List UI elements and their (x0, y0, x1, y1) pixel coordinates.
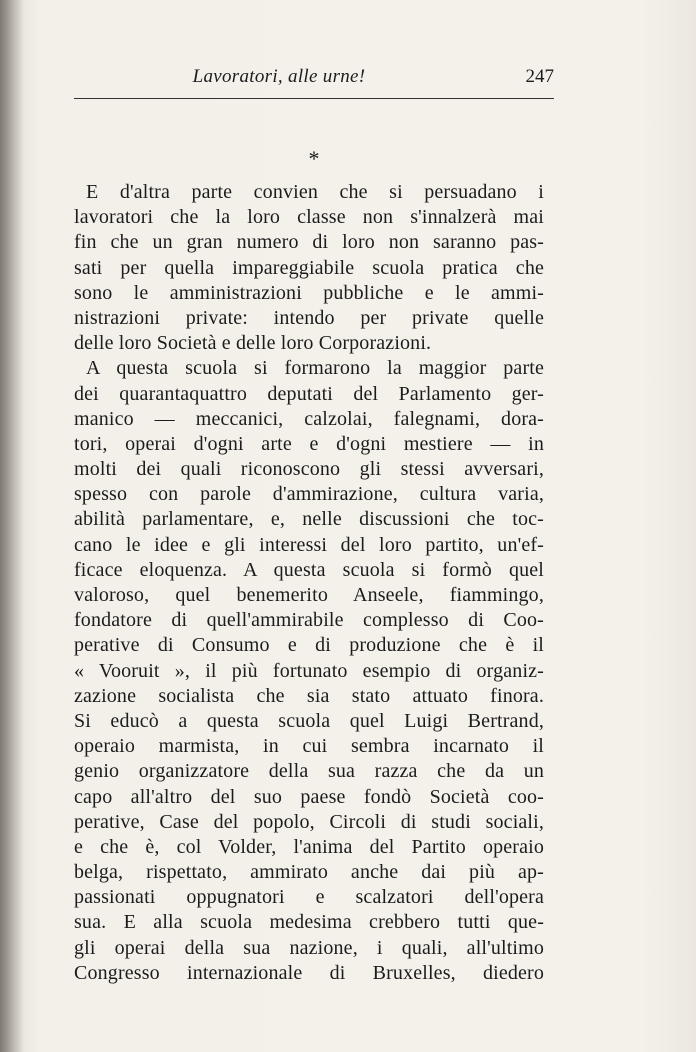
section-ornament: * (308, 146, 320, 171)
text-line: « Vooruit », il più fortunato esempio di organiz- (74, 659, 544, 682)
text-line: manico — meccanici, calzolai, falegnami, dora- (74, 407, 544, 430)
text-line: nistrazioni private: intendo per private quelle (74, 306, 544, 329)
page-number: 247 (525, 66, 554, 87)
text-line: e che è, col Volder, l'anima del Partito operaio (74, 835, 544, 858)
paragraph-1 (74, 180, 544, 356)
text-line: spesso con parole d'ammirazione, cultura varia, (74, 483, 544, 506)
text-line: E d'altra parte convien che si persuadano i (86, 181, 544, 203)
text-line: sono le amministrazioni pubbliche e le ammi- (74, 281, 544, 304)
text-line: molti dei quali riconoscono gli stessi avversari, (74, 458, 544, 481)
text-line: delle loro Società e delle loro Corporazioni. (74, 332, 432, 355)
text-line: tori, operai d'ogni arte e d'ogni mestiere — in (74, 432, 544, 455)
text-line: Congresso internazionale di Bruxelles, diedero (74, 961, 544, 984)
running-title: Lavoratori, alle urne! (192, 66, 366, 87)
text-line: Si educò a questa scuola quel Luigi Bertrand, (74, 709, 544, 732)
text-line: ficace eloquenza. A questa scuola si formò quel (74, 558, 544, 581)
body-text (74, 180, 544, 986)
paragraph-2 (74, 356, 544, 986)
running-head (74, 60, 554, 94)
text-line: sua. E alla scuola medesima crebbero tutti que- (74, 911, 544, 934)
text-line: zazione socialista che sia stato attuato finora. (74, 684, 544, 707)
text-line: passionati oppugnatori e scalzatori dell'opera (74, 886, 544, 909)
text-line: sati per quella impareggiabile scuola pratica che (74, 256, 544, 279)
text-line: A questa scuola si formarono la maggior parte (86, 357, 544, 380)
text-line: perative di Consumo e di produzione che è il (74, 634, 544, 657)
text-line: fin che un gran numero di loro non saranno pas- (74, 231, 544, 254)
text-line: dei quarantaquattro deputati del Parlamento ger- (74, 382, 544, 405)
text-line: lavoratori che la loro classe non s'innalzerà mai (74, 206, 544, 229)
header-rule (74, 98, 554, 99)
text-line: abilità parlamentare, e, nelle discussioni che toc- (74, 508, 544, 531)
text-line: belga, rispettato, ammirato anche dai più ap- (74, 861, 544, 884)
text-line: perative, Case del popolo, Circoli di studi sociali, (74, 810, 544, 833)
text-line: gli operai della sua nazione, i quali, all'ultimo (74, 936, 544, 959)
text-line: cano le idee e gli interessi del loro partito, un'ef- (74, 533, 544, 556)
text-line: valoroso, quel benemerito Anseele, fiammingo, (74, 584, 544, 606)
text-line: genio organizzatore della sua razza che da un (74, 760, 544, 783)
text-line: fondatore di quell'ammirabile complesso di Coo- (74, 609, 544, 632)
spine-shadow (0, 0, 24, 1052)
text-line: capo all'altro del suo paese fondò Società coo- (74, 785, 544, 808)
text-line: operaio marmista, in cui sembra incarnato il (74, 735, 544, 758)
